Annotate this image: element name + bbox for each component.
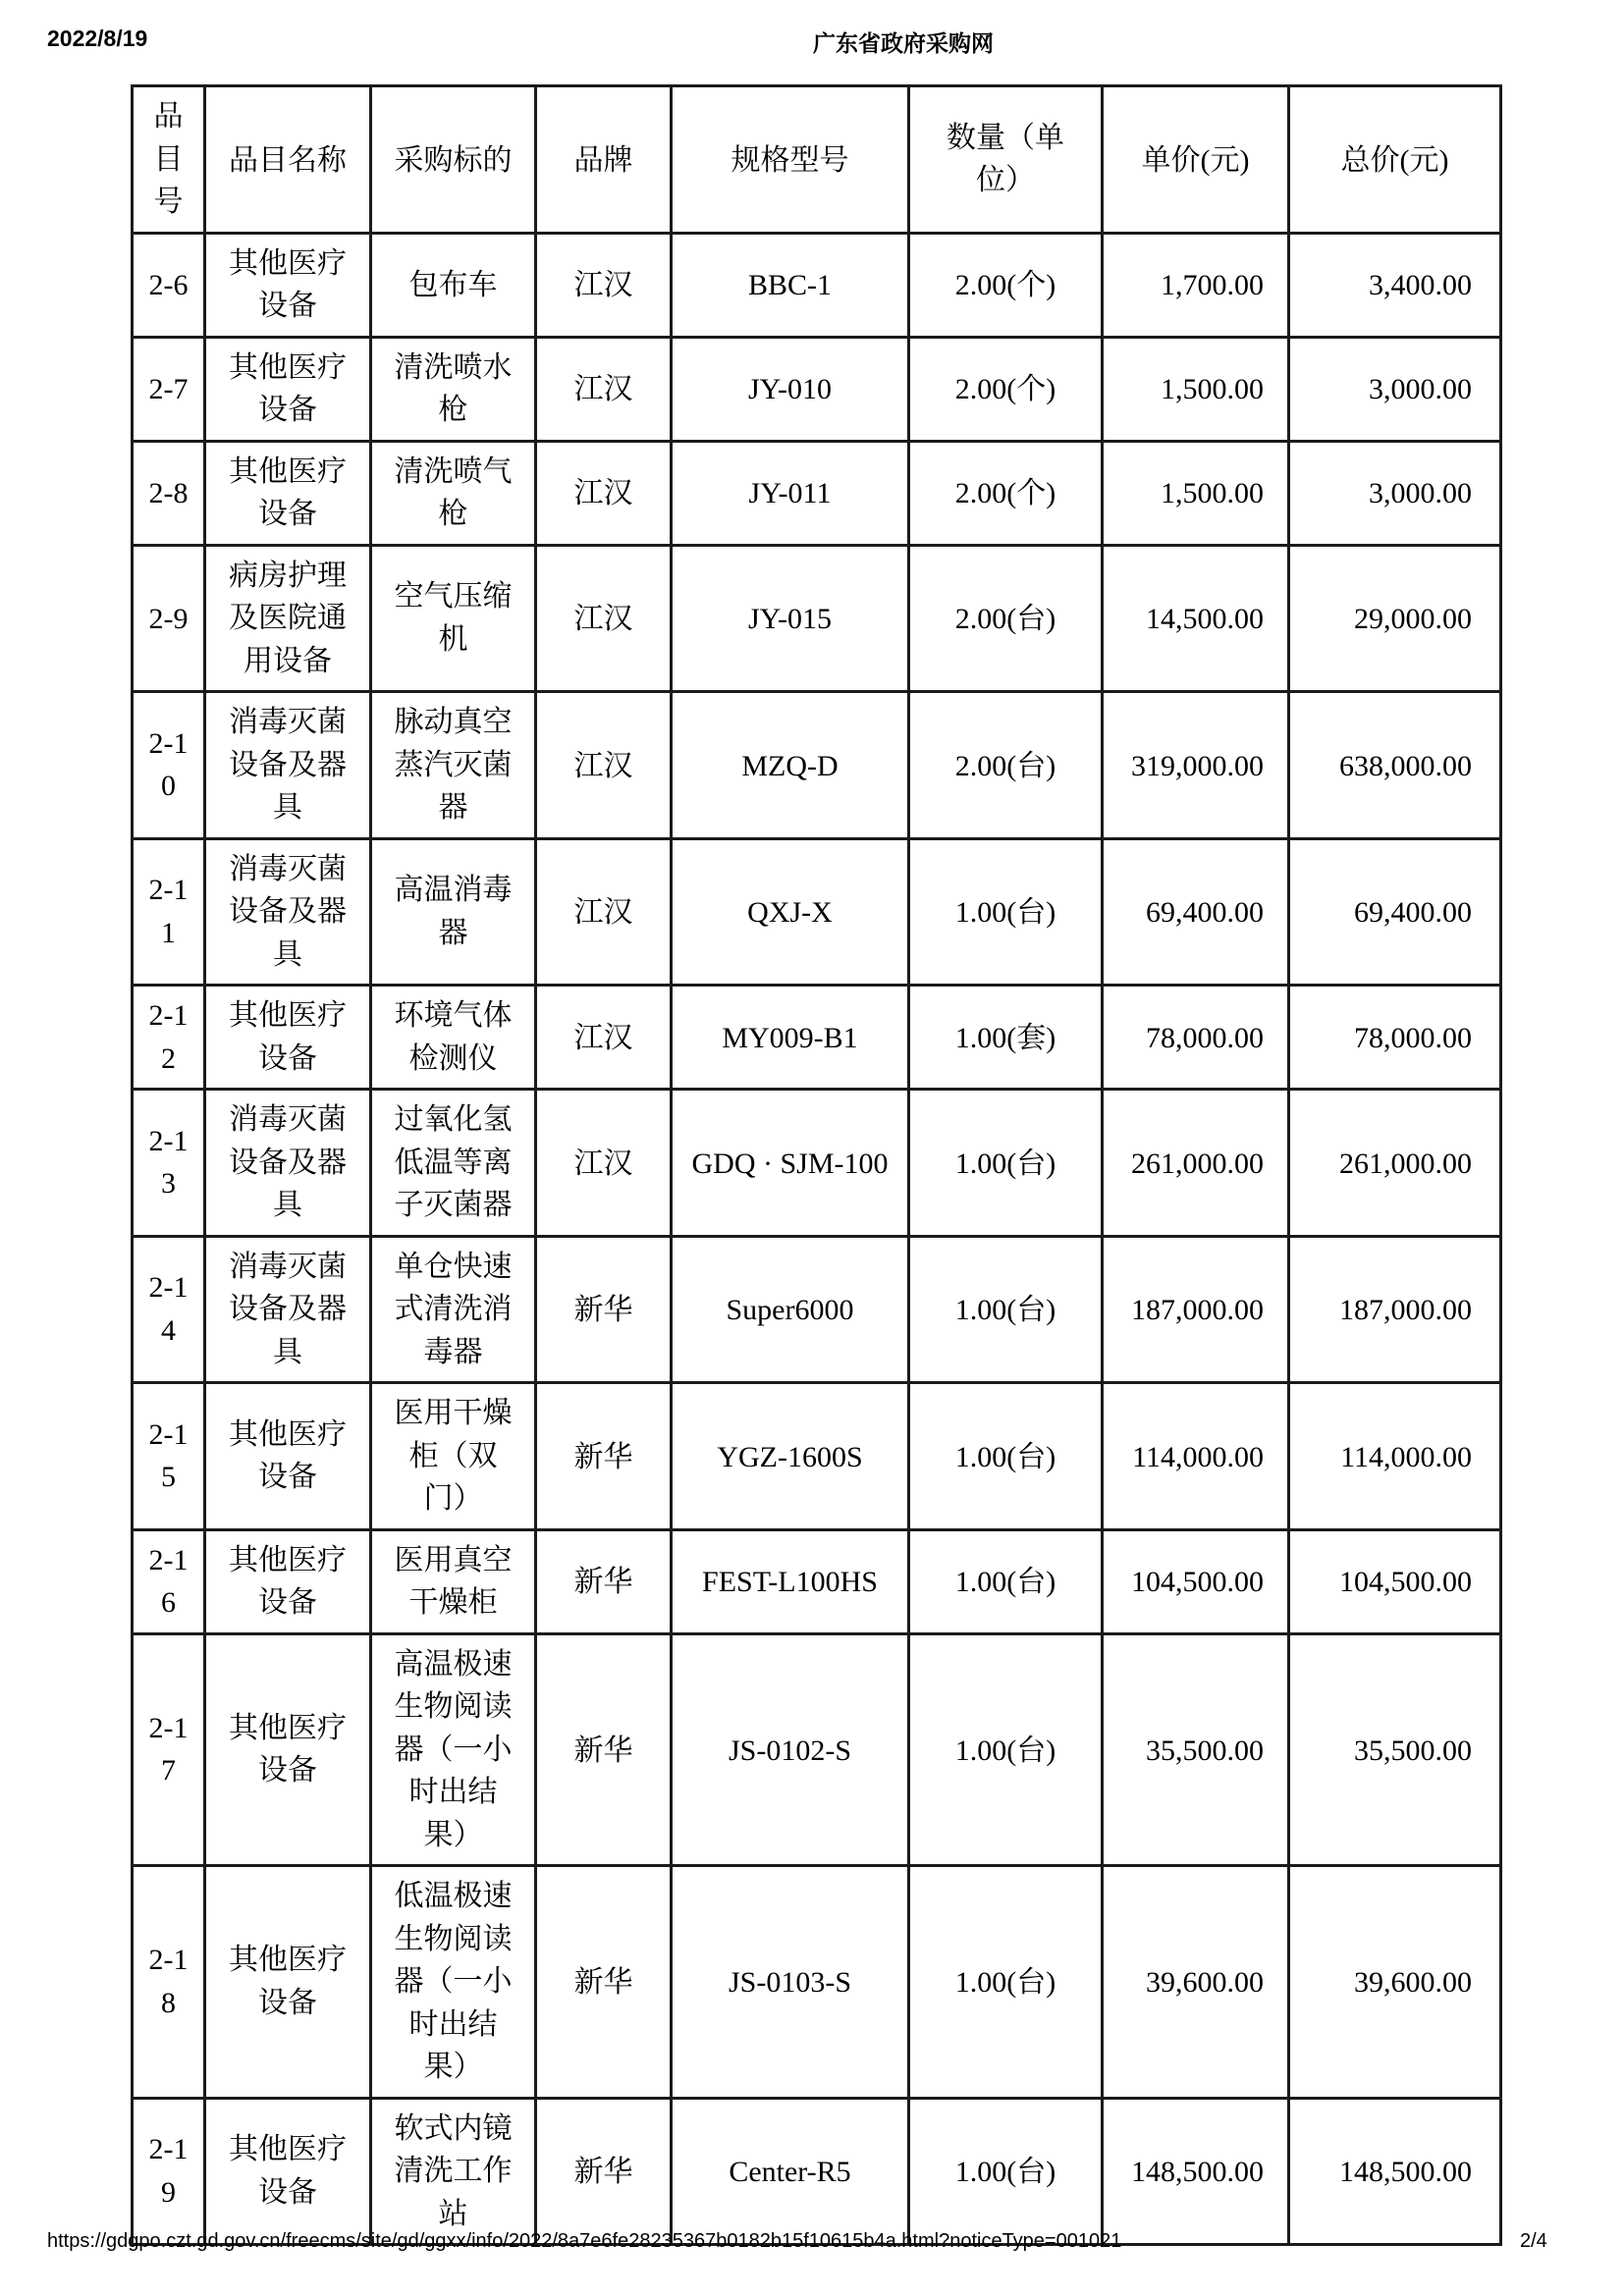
cell-text: 35,500.00 [1146,1734,1264,1767]
header-row [133,86,1501,234]
cell-text: 114,000.00 [1132,1440,1264,1473]
cell-text: 2-7 [148,373,189,406]
cell-text: 新华 [573,1440,633,1473]
table-row [133,1529,1501,1633]
cell-unit-price [1103,986,1289,1090]
cell-total-price [1289,1236,1501,1383]
cell-text: 2-11 [148,874,189,949]
col-header-quantity [909,86,1103,234]
cell-text: 其他医疗设备 [229,454,347,530]
cell-text: 2-19 [148,2133,189,2209]
cell-quantity [909,337,1103,441]
cell-text: 江汉 [573,896,633,930]
col-header-text: 品目名称 [229,143,347,177]
cell-model [672,692,909,839]
cell-text: 2-12 [148,999,189,1075]
cell-target [371,1529,536,1633]
table-row [133,692,1501,839]
cell-quantity [909,1236,1103,1383]
table-row [133,337,1501,441]
cell-text: 2.00(个) [954,373,1056,406]
cell-text: 清洗喷水枪 [394,350,513,426]
cell-model [672,441,909,545]
table-row [133,545,1501,692]
cell-model [672,1236,909,1383]
cell-text: 新华 [573,1294,633,1327]
cell-quantity [909,2098,1103,2245]
cell-text: JY-011 [748,477,832,510]
cell-text: 脉动真空蒸汽灭菌器 [394,706,513,824]
cell-item-name [205,838,371,986]
cell-brand [536,692,672,839]
cell-text: 2-16 [148,1543,189,1619]
cell-model [672,1866,909,2099]
cell-text: 1.00(台) [954,1147,1056,1180]
cell-total-price [1289,233,1501,337]
cell-text: 104,500.00 [1131,1566,1264,1599]
table-row [133,1633,1501,1866]
cell-item-no [133,692,205,839]
cell-brand [536,838,672,986]
cell-text: 过氧化氢低温等离子灭菌器 [394,1103,513,1221]
cell-text: 2.00(个) [954,269,1056,302]
cell-item-name [205,1090,371,1237]
cell-text: 江汉 [573,373,633,406]
cell-text: 1,500.00 [1161,373,1264,406]
procurement-items-table [131,84,1502,2246]
cell-text: 其他医疗设备 [229,1944,347,2019]
cell-unit-price [1103,233,1289,337]
cell-quantity [909,1866,1103,2099]
cell-text: 其他医疗设备 [229,350,347,426]
cell-text: Center-R5 [729,2156,851,2189]
cell-quantity [909,838,1103,986]
cell-brand [536,1383,672,1530]
cell-text: 消毒灭菌设备及器具 [229,852,347,971]
cell-item-no [133,545,205,692]
cell-target [371,545,536,692]
cell-quantity [909,233,1103,337]
col-header-model [672,86,909,234]
cell-model [672,233,909,337]
cell-text: 187,000.00 [1339,1294,1472,1327]
cell-text: 1.00(台) [954,896,1056,930]
cell-target [371,441,536,545]
cell-text: 1,700.00 [1161,269,1264,302]
cell-text: 单仓快速式清洗消毒器 [394,1250,513,1368]
cell-total-price [1289,838,1501,986]
cell-text: MY009-B1 [722,1021,858,1054]
cell-unit-price [1103,1633,1289,1866]
cell-brand [536,337,672,441]
cell-item-no [133,337,205,441]
table-row [133,2098,1501,2245]
cell-text: 1.00(台) [954,1294,1056,1327]
cell-target [371,337,536,441]
cell-text: 69,400.00 [1354,896,1472,930]
cell-text: 2-14 [148,1271,189,1347]
table-row [133,986,1501,1090]
cell-text: 2-9 [148,603,189,636]
cell-item-name [205,2098,371,2245]
cell-text: 消毒灭菌设备及器具 [229,1250,347,1368]
cell-brand [536,545,672,692]
cell-unit-price [1103,692,1289,839]
cell-text: 病房护理及医院通用设备 [229,559,347,677]
cell-model [672,1090,909,1237]
cell-text: 包布车 [408,269,498,302]
cell-text: 消毒灭菌设备及器具 [229,706,347,824]
cell-text: 2.00(台) [954,749,1056,782]
cell-text: 319,000.00 [1131,749,1264,782]
cell-total-price [1289,986,1501,1090]
cell-text: 3,000.00 [1369,477,1472,510]
cell-target [371,692,536,839]
cell-text: Super6000 [726,1294,854,1327]
cell-unit-price [1103,838,1289,986]
cell-text: 39,600.00 [1146,1966,1264,2000]
cell-item-name [205,1529,371,1633]
cell-text: 261,000.00 [1131,1147,1264,1180]
cell-text: 2.00(台) [954,603,1056,636]
cell-brand [536,2098,672,2245]
cell-model [672,2098,909,2245]
cell-text: 78,000.00 [1146,1021,1264,1054]
cell-brand [536,1090,672,1237]
page-title: 广东省政府采购网 [813,30,994,56]
cell-item-name [205,337,371,441]
cell-brand [536,1866,672,2099]
cell-text: 新华 [573,2156,633,2189]
cell-item-name [205,1236,371,1383]
cell-item-name [205,1633,371,1866]
source-url: https://gdgpo.czt.gd.gov.cn/freecms/site/gd/ggxx/info/2022/8a7e6fe28235367b0182b15f10615b4a.html?noticeType=001021 [47,2230,1122,2252]
cell-item-no [133,1866,205,2099]
cell-text: 78,000.00 [1354,1021,1472,1054]
cell-target [371,1633,536,1866]
cell-text: 江汉 [573,477,633,510]
cell-target [371,838,536,986]
col-header-item-no [133,86,205,234]
print-date: 2022/8/19 [47,26,148,51]
cell-model [672,337,909,441]
cell-text: 其他医疗设备 [229,1711,347,1788]
cell-text: 1.00(套) [954,1021,1056,1054]
cell-text: 其他医疗设备 [229,246,347,322]
cell-item-no [133,1236,205,1383]
cell-unit-price [1103,337,1289,441]
table-row [133,838,1501,986]
cell-brand [536,986,672,1090]
cell-total-price [1289,692,1501,839]
cell-text: 新华 [573,1566,633,1599]
cell-target [371,1236,536,1383]
cell-text: 2-17 [148,1711,189,1788]
cell-text: 消毒灭菌设备及器具 [229,1103,347,1221]
cell-text: BBC-1 [747,269,833,302]
cell-text: 29,000.00 [1354,603,1472,636]
cell-quantity [909,986,1103,1090]
cell-text: GDQ · SJM-100 [691,1147,889,1180]
cell-text: 187,000.00 [1131,1294,1264,1327]
table-row [133,1866,1501,2099]
cell-text: 2-8 [148,477,189,510]
cell-item-no [133,441,205,545]
col-header-text: 单价(元) [1141,143,1250,177]
cell-item-no [133,1383,205,1530]
cell-target [371,1383,536,1530]
cell-target [371,233,536,337]
cell-item-name [205,1866,371,2099]
cell-text: 其他医疗设备 [229,2133,347,2209]
cell-total-price [1289,2098,1501,2245]
cell-item-name [205,986,371,1090]
cell-text: 江汉 [573,269,633,302]
cell-text: 1.00(台) [954,1966,1056,2000]
col-header-text: 采购标的 [394,143,513,177]
cell-brand [536,233,672,337]
cell-text: 2-10 [148,726,189,803]
cell-text: 高温消毒器 [394,874,513,949]
table-row [133,233,1501,337]
table-row [133,441,1501,545]
cell-total-price [1289,545,1501,692]
table-row [133,1090,1501,1237]
cell-target [371,1866,536,2099]
cell-text: 1.00(台) [954,1734,1056,1767]
cell-total-price [1289,1383,1501,1530]
col-header-brand [536,86,672,234]
cell-text: 104,500.00 [1339,1566,1472,1599]
cell-model [672,838,909,986]
cell-item-name [205,233,371,337]
cell-text: 环境气体检测仪 [394,999,513,1075]
cell-quantity [909,1383,1103,1530]
cell-text: 69,400.00 [1146,896,1264,930]
cell-text: 14,500.00 [1146,603,1264,636]
cell-item-no [133,1529,205,1633]
page-number: 2/4 [1520,2230,1547,2252]
cell-text: 1.00(台) [954,1440,1056,1473]
cell-text: JS-0102-S [728,1734,852,1767]
cell-text: 江汉 [573,749,633,782]
cell-text: 35,500.00 [1354,1734,1472,1767]
cell-text: 江汉 [573,1021,633,1054]
col-header-target [371,86,536,234]
col-header-unit-price [1103,86,1289,234]
cell-unit-price [1103,1236,1289,1383]
cell-item-no [133,986,205,1090]
cell-total-price [1289,441,1501,545]
cell-quantity [909,545,1103,692]
cell-unit-price [1103,2098,1289,2245]
cell-model [672,1529,909,1633]
cell-text: FEST-L100HS [702,1566,878,1599]
cell-text: 空气压缩机 [394,580,513,656]
cell-text: 1.00(台) [954,2156,1056,2189]
cell-text: 新华 [573,1966,633,2000]
cell-text: 261,000.00 [1339,1147,1472,1180]
col-header-text: 规格型号 [731,143,849,177]
cell-text: 江汉 [573,603,633,636]
cell-text: 医用真空干燥柜 [394,1543,513,1619]
cell-unit-price [1103,545,1289,692]
cell-text: 114,000.00 [1340,1440,1472,1473]
cell-text: YGZ-1600S [717,1440,863,1473]
cell-unit-price [1103,441,1289,545]
cell-model [672,545,909,692]
col-header-text: 数量（单位） [947,121,1064,197]
cell-item-name [205,441,371,545]
cell-unit-price [1103,1090,1289,1237]
cell-text: 1.00(台) [954,1566,1056,1599]
cell-text: 2-13 [148,1124,189,1201]
cell-item-no [133,2098,205,2245]
table-row [133,1236,1501,1383]
cell-target [371,2098,536,2245]
cell-brand [536,441,672,545]
cell-target [371,986,536,1090]
cell-total-price [1289,1866,1501,2099]
cell-text: 638,000.00 [1339,749,1472,782]
cell-text: 3,000.00 [1369,373,1472,406]
cell-item-no [133,838,205,986]
cell-text: QXJ-X [747,896,833,930]
cell-text: 其他医疗设备 [229,999,347,1075]
cell-quantity [909,441,1103,545]
cell-text: 2-15 [148,1417,189,1494]
col-header-text: 品目号 [153,100,184,218]
cell-unit-price [1103,1383,1289,1530]
cell-text: 2-6 [148,269,189,302]
cell-unit-price [1103,1529,1289,1633]
cell-item-no [133,1633,205,1866]
cell-text: 1,500.00 [1161,477,1264,510]
cell-text: MZQ-D [741,749,839,782]
cell-item-no [133,233,205,337]
cell-quantity [909,692,1103,839]
cell-brand [536,1236,672,1383]
table-header [133,86,1501,234]
cell-text: 新华 [573,1734,633,1767]
col-header-text: 总价(元) [1340,143,1449,177]
cell-text: 软式内镜清洗工作站 [394,2111,513,2230]
cell-total-price [1289,1633,1501,1866]
cell-model [672,1633,909,1866]
cell-quantity [909,1633,1103,1866]
cell-item-name [205,1383,371,1530]
cell-text: 3,400.00 [1369,269,1472,302]
cell-text: 低温极速生物阅读器（一小时出结果） [394,1880,513,2083]
cell-text: JY-015 [747,603,832,636]
cell-total-price [1289,337,1501,441]
cell-text: 148,500.00 [1339,2156,1472,2189]
cell-text: 2-18 [148,1944,189,2019]
cell-item-name [205,692,371,839]
cell-text: JY-010 [747,373,832,406]
cell-text: 39,600.00 [1354,1966,1472,2000]
cell-model [672,1383,909,1530]
cell-total-price [1289,1090,1501,1237]
table-body [133,233,1501,2245]
cell-total-price [1289,1529,1501,1633]
cell-unit-price [1103,1866,1289,2099]
cell-text: 其他医疗设备 [229,1417,347,1494]
cell-text: 医用干燥柜（双门） [394,1397,513,1515]
cell-text: 148,500.00 [1131,2156,1264,2189]
cell-model [672,986,909,1090]
cell-brand [536,1529,672,1633]
col-header-text: 品牌 [573,143,633,177]
table-row [133,1383,1501,1530]
cell-text: 清洗喷气枪 [394,454,513,530]
cell-text: 高温极速生物阅读器（一小时出结果） [394,1647,513,1851]
cell-brand [536,1633,672,1866]
cell-text: 江汉 [573,1147,633,1180]
cell-text: JS-0103-S [728,1966,852,2000]
cell-target [371,1090,536,1237]
cell-text: 2.00(个) [954,477,1056,510]
col-header-total-price [1289,86,1501,234]
cell-text: 其他医疗设备 [229,1543,347,1619]
col-header-item-name [205,86,371,234]
cell-quantity [909,1090,1103,1237]
cell-item-no [133,1090,205,1237]
cell-item-name [205,545,371,692]
cell-quantity [909,1529,1103,1633]
